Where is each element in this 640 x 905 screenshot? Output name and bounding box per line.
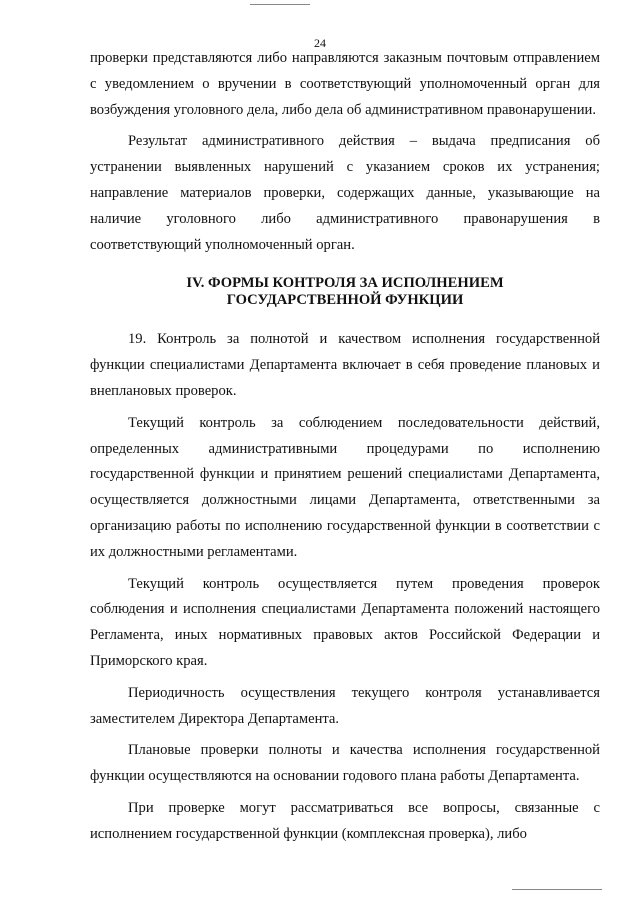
paragraph-check-scope: При проверке могут рассматриваться все вопросы, связанные с исполнением государственной функции (комплексная проверка), либо (90, 799, 600, 842)
paragraph-periodicity: Периодичность осуществления текущего контроля устанавливается заместителем Директора Департамента. (90, 684, 600, 727)
paragraph-19: 19. Контроль за полнотой и качеством исполнения государственной функции специалистами Департамента включает в себя проведение плановых и внеплановых проверок. (90, 331, 600, 399)
paragraph-planned-checks: Плановые проверки полноты и качества исполнения государственной функции осуществляются на основании годового плана работы Департамента. (90, 742, 600, 785)
section-heading (90, 275, 600, 309)
paragraph-control-method: Текущий контроль осуществляется путем проведения проверок соблюдения и исполнения специалистами Департамента положений настоящего Регламента, иных нормативных правовых актов Российской Федерации и Приморского края. (90, 575, 600, 669)
paragraph-result: Результат административного действия – выдача предписания об устранении выявленных нарушений с указанием сроков их устранения; направление материалов проверки, содержащих данные, указывающие на наличие уголовного либо административного правонарушения в соответствующий уполномоченный орган. (90, 133, 600, 253)
paragraph-continuation: проверки представляются либо направляются заказным почтовым отправлением с уведомлением о вручении в соответствующий уполномоченный орган для возбуждения уголовного дела, либо дела об административном правонарушении. (90, 50, 600, 118)
scan-artifact-bottom (512, 889, 602, 890)
page-number: 24 (314, 36, 326, 50)
paragraph-current-control: Текущий контроль за соблюдением последовательности действий, определенных административными процедурами по исполнению государственной функции и принятием решений специалистами Департамента, осуществляется должностными лицами Департамента, ответственными за организацию работы по исполнению государственной функции в соответствии с их должностными регламентами. (90, 414, 600, 560)
scan-artifact-top (250, 4, 310, 5)
section-heading-line-2: ГОСУДАРСТВЕННОЙ ФУНКЦИИ (226, 292, 464, 309)
section-heading-line-1: IV. ФОРМЫ КОНТРОЛЯ ЗА ИСПОЛНЕНИЕМ (186, 275, 504, 292)
document-body (90, 46, 600, 848)
